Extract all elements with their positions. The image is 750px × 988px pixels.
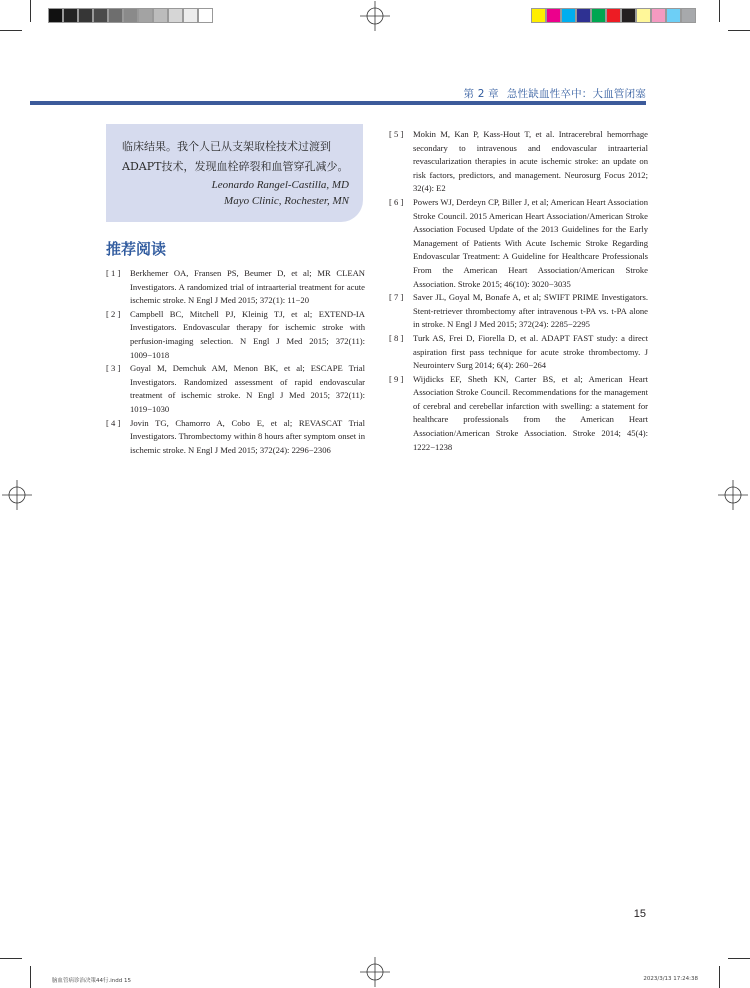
- crop-mark: [0, 958, 22, 959]
- chapter-number: 第 2 章: [463, 88, 499, 100]
- gray-swatch-strip: [48, 8, 213, 23]
- color-swatch-strip: [531, 8, 696, 23]
- color-swatch: [666, 8, 681, 23]
- crop-mark: [30, 0, 31, 22]
- color-swatch: [78, 8, 93, 23]
- reference-text: Wijdicks EF, Sheth KN, Carter BS, et al; American Heart Association Stroke Council. Recommendations for the management of cerebral and cerebellar infarction with swelling: a statement for healthcare professionals from the American Heart Association/American Stroke Association. Stroke 2014; 45(4): 1222−1238: [413, 373, 648, 452]
- reference-number: [ 8 ]: [389, 332, 404, 343]
- reference-number: [ 5 ]: [389, 129, 404, 139]
- reference-number: [ 1 ]: [106, 268, 121, 278]
- reference-text: Turk AS, Frei D, Fiorella D, et al. ADAPT FAST study: a direct aspiration first pass technique for acute stroke thrombectomy. J Neurointerv Surg 2014; 6(4): 260−264: [413, 332, 648, 371]
- slug-filename: 脑血管病诊治决策44行.indd 15: [52, 978, 131, 984]
- reference-text: Berkhemer OA, Fransen PS, Beumer D, et al; MR CLEAN Investigators. A randomized trial of intraarterial treatment for acute ischemic stroke. N Engl J Med 2015; 372(1): 11−20: [130, 268, 365, 306]
- reference-number: [ 2 ]: [106, 308, 121, 319]
- color-swatch: [561, 8, 576, 23]
- commentary-line: ADAPT技术，发现血栓碎裂和血管穿孔减少。: [122, 160, 349, 173]
- color-swatch: [546, 8, 561, 23]
- references-left-column: [106, 267, 365, 457]
- registration-mark-top-icon: [360, 1, 390, 31]
- color-swatch: [198, 8, 213, 23]
- commentary-author: Leonardo Rangel-Castilla, MD: [211, 179, 349, 191]
- reference-text: Campbell BC, Mitchell PJ, Kleinig TJ, et al; EXTEND-IA Investigators. Endovascular therapy for ischemic stroke with perfusion-imaging selection. N Engl J Med 2015; 372(11): 1009−1018: [130, 308, 365, 360]
- reference-text: Mokin M, Kan P, Kass-Hout T, et al. Intracerebral hemorrhage secondary to intravenous and endovascular intraarterial revascularization therapies in acute ischemic stroke: an update on risk factors, predictors, and management. Neurosurg Focus 2012; 32(4): E2: [413, 129, 648, 194]
- registration-mark-right-icon: [718, 480, 748, 510]
- chapter-title: 急性缺血性卒中：大血管闭塞: [506, 88, 646, 100]
- reference-item: [106, 308, 365, 362]
- references-right-column: [389, 128, 648, 454]
- commentary-line: 临床结果。我个人已从支架取栓技术过渡到: [122, 140, 331, 153]
- color-swatch: [183, 8, 198, 23]
- color-swatch: [576, 8, 591, 23]
- crop-mark: [728, 958, 750, 959]
- crop-mark: [719, 966, 720, 988]
- crop-mark: [30, 966, 31, 988]
- color-swatch: [606, 8, 621, 23]
- reference-number: [ 3 ]: [106, 363, 121, 374]
- section-title-recommended-reading: 推荐阅读: [106, 240, 167, 258]
- reference-item: [389, 196, 648, 291]
- reference-number: [ 4 ]: [106, 417, 121, 428]
- color-swatch: [591, 8, 606, 23]
- color-swatch: [123, 8, 138, 23]
- crop-mark: [728, 30, 750, 31]
- color-swatch: [138, 8, 153, 23]
- color-swatch: [681, 8, 696, 23]
- reference-item: [106, 417, 365, 458]
- header-rule: [30, 101, 646, 105]
- reference-number: [ 6 ]: [389, 196, 404, 207]
- expert-commentary-box: [106, 124, 363, 222]
- crop-mark: [0, 30, 22, 31]
- reference-item: [106, 362, 365, 416]
- commentary-affiliation: Mayo Clinic, Rochester, MN: [224, 195, 349, 207]
- color-swatch: [621, 8, 636, 23]
- reference-text: Powers WJ, Derdeyn CP, Biller J, et al; American Heart Association Stroke Council. 2015 American Heart Association/American Stroke Association Focused Update of the 2013 Guidelines for the Early Management of Patients With Acute Ischemic Stroke Regarding Endovascular Treatment: A Guideline for Healthcare Professionals From the American Heart Association/American Stroke Association. Stroke 2015; 46(10): 3020−3035: [413, 196, 648, 289]
- color-swatch: [108, 8, 123, 23]
- slug-timestamp: 2023/3/13 17:24:38: [643, 976, 698, 982]
- reference-number: [ 7 ]: [389, 292, 404, 303]
- reference-item: [389, 128, 648, 196]
- reference-item: [389, 332, 648, 373]
- reference-number: [ 9 ]: [389, 373, 404, 384]
- color-swatch: [651, 8, 666, 23]
- color-swatch: [93, 8, 108, 23]
- color-swatch: [531, 8, 546, 23]
- color-swatch: [48, 8, 63, 23]
- registration-mark-bottom-icon: [360, 957, 390, 987]
- reference-text: Saver JL, Goyal M, Bonafe A, et al; SWIFT PRIME Investigators. Stent-retriever thrombectomy after intravenous t-PA vs. t-PA alone in stroke. N Engl J Med 2015; 372(24): 2285−2295: [413, 292, 648, 330]
- color-swatch: [63, 8, 78, 23]
- color-swatch: [168, 8, 183, 23]
- reference-text: Goyal M, Demchuk AM, Menon BK, et al; ESCAPE Trial Investigators. Randomized assessment of rapid endovascular treatment of ischemic stroke. N Engl J Med 2015; 372(11): 1019−1030: [130, 363, 365, 414]
- reference-text: Jovin TG, Chamorro A, Cobo E, et al; REVASCAT Trial Investigators. Thrombectomy within 8 hours after symptom onset in ischemic stroke. N Engl J Med 2015; 372(24): 2296−2306: [130, 417, 365, 455]
- crop-mark: [719, 0, 720, 22]
- reference-item: [389, 291, 648, 332]
- color-swatch: [636, 8, 651, 23]
- page-number: 15: [633, 908, 646, 920]
- registration-mark-left-icon: [2, 480, 32, 510]
- reference-item: [389, 373, 648, 455]
- running-header: [464, 86, 646, 101]
- reference-item: [106, 267, 365, 308]
- color-swatch: [153, 8, 168, 23]
